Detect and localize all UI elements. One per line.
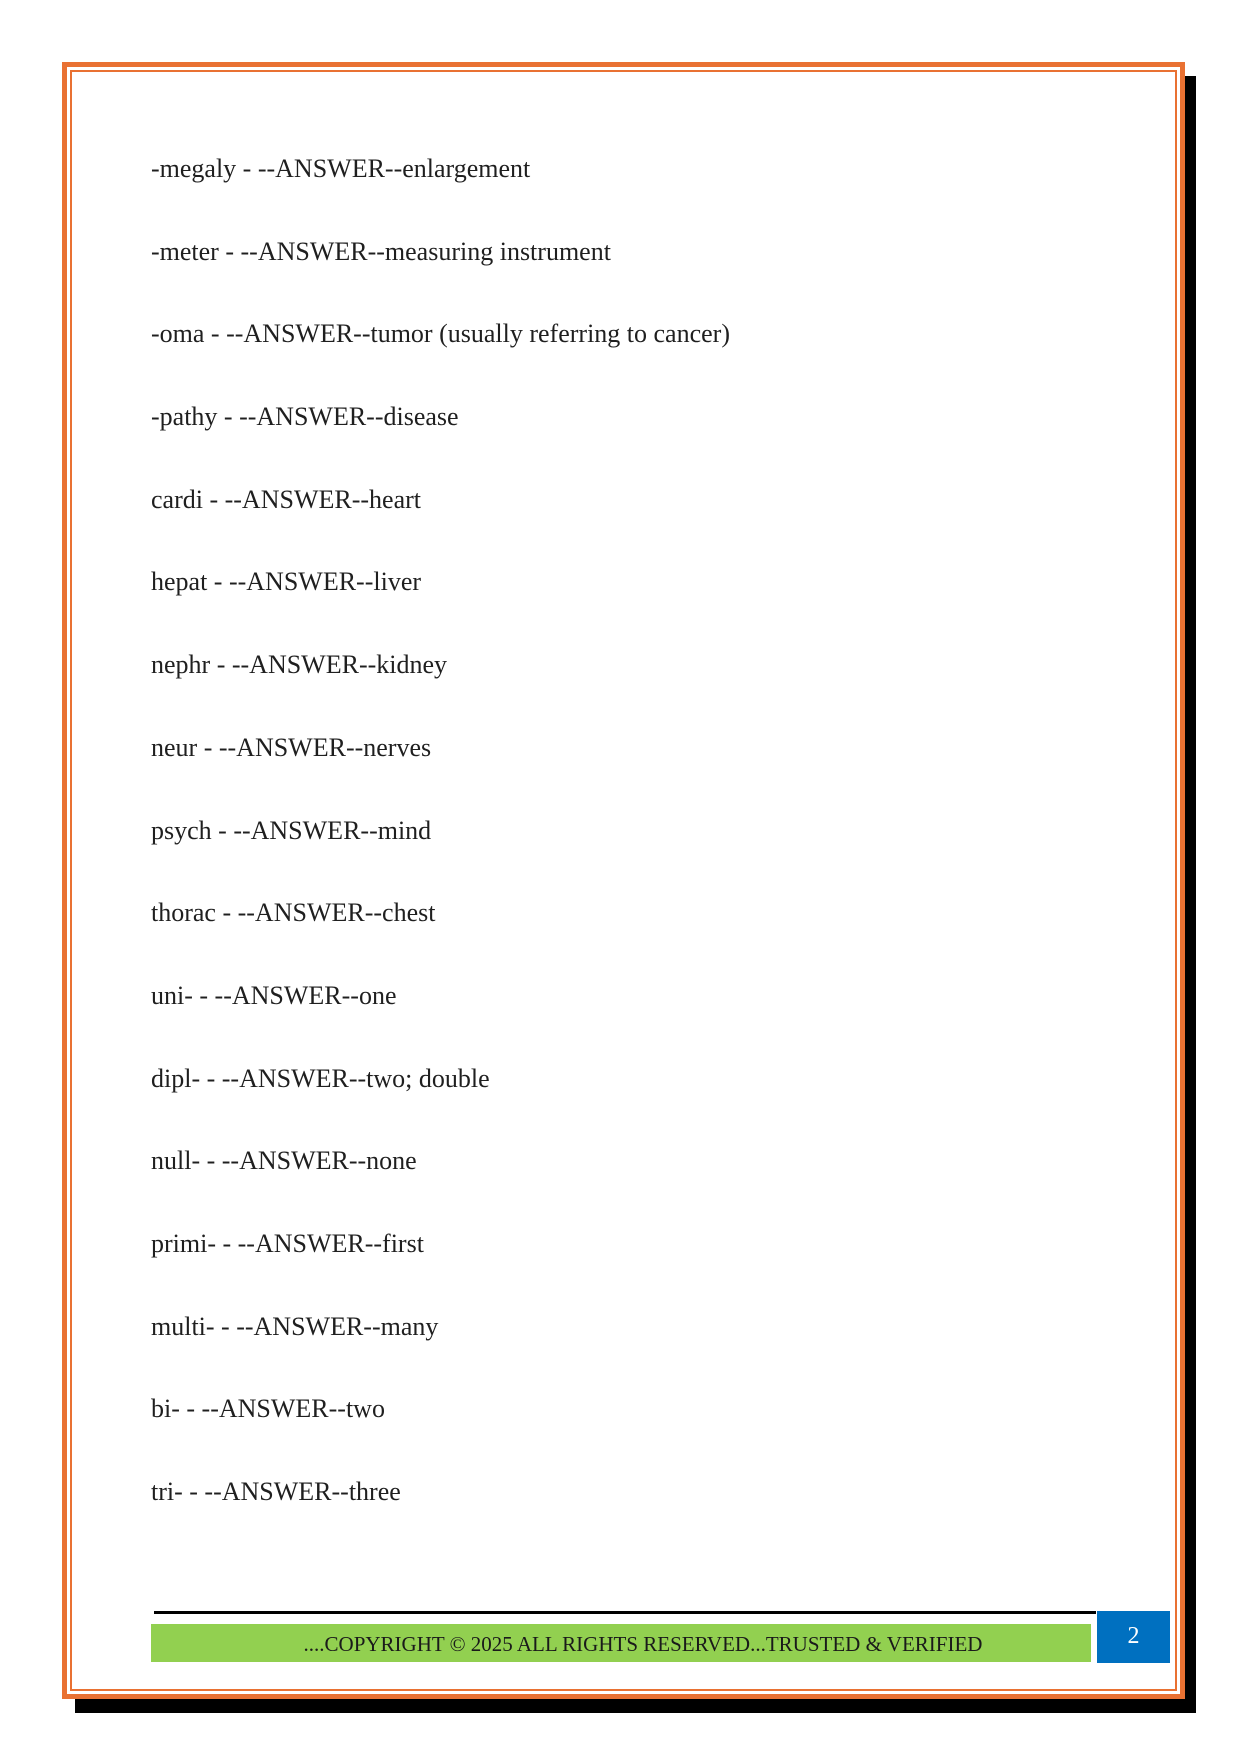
page-number: 2 [1097, 1611, 1170, 1663]
term-entry: hepat - --ANSWER--liver [151, 567, 422, 597]
term-entry: -meter - --ANSWER--measuring instrument [151, 236, 611, 266]
footer-copyright: ....COPYRIGHT © 2025 ALL RIGHTS RESERVED...TRUSTED & VERIFIED [151, 1624, 1091, 1662]
term-entry: -megaly - --ANSWER--enlargement [151, 154, 531, 183]
term-list [151, 154, 1151, 1560]
term-entry: tri- - --ANSWER--three [151, 1477, 401, 1506]
term-entry: psych - --ANSWER--mind [151, 815, 432, 845]
term-entry: cardi - --ANSWER--heart [151, 484, 421, 514]
term-entry: dipl- - --ANSWER--two; double [151, 1063, 490, 1093]
term-entry: multi- - --ANSWER--many [151, 1311, 439, 1341]
term-entry: null- - --ANSWER--none [151, 1146, 417, 1176]
term-entry: -oma - --ANSWER--tumor (usually referring to cancer) [151, 319, 730, 349]
term-entry: bi- - --ANSWER--two [151, 1394, 385, 1424]
term-entry: uni- - --ANSWER--one [151, 980, 397, 1010]
term-entry: thorac - --ANSWER--chest [151, 898, 436, 928]
term-entry: primi- - --ANSWER--first [151, 1228, 424, 1258]
footer-rule [154, 1611, 1096, 1614]
term-entry: -pathy - --ANSWER--disease [151, 402, 459, 432]
term-entry: neur - --ANSWER--nerves [151, 732, 432, 762]
term-entry: nephr - --ANSWER--kidney [151, 650, 448, 680]
